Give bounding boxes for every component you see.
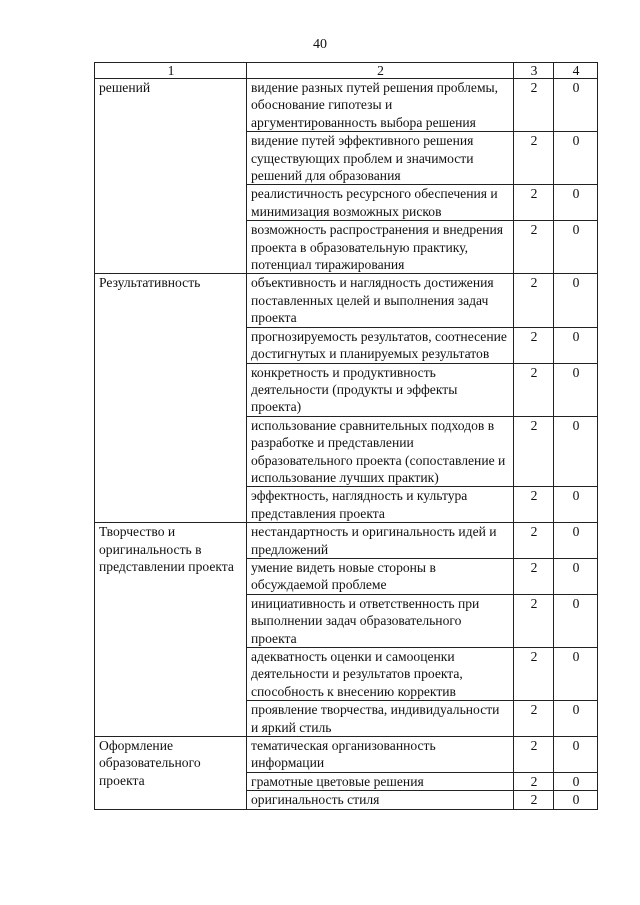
min-score-cell: 0: [554, 558, 598, 594]
column-header-criterion: 1: [95, 63, 247, 79]
column-header-min-score: 4: [554, 63, 598, 79]
max-score-cell: 2: [514, 648, 554, 701]
max-score-cell: 2: [514, 737, 554, 773]
max-score-cell: 2: [514, 701, 554, 737]
table-row: [95, 274, 598, 327]
indicator-cell: инициативность и ответственность при выполнении задач образовательного проекта: [247, 594, 514, 647]
min-score-cell: 0: [554, 648, 598, 701]
min-score-cell: 0: [554, 737, 598, 773]
indicator-cell: объективность и наглядность достижения поставленных целей и выполнения задач проекта: [247, 274, 514, 327]
min-score-cell: 0: [554, 701, 598, 737]
criterion-cell: Творчество и оригинальность в представлении проекта: [95, 523, 247, 737]
min-score-cell: 0: [554, 523, 598, 559]
min-score-cell: 0: [554, 221, 598, 274]
min-score-cell: 0: [554, 791, 598, 809]
min-score-cell: 0: [554, 416, 598, 487]
indicator-cell: конкретность и продуктивность деятельности (продукты и эффекты проекта): [247, 363, 514, 416]
indicator-cell: грамотные цветовые решения: [247, 772, 514, 790]
min-score-cell: 0: [554, 132, 598, 185]
max-score-cell: 2: [514, 363, 554, 416]
criterion-cell: Результативность: [95, 274, 247, 523]
max-score-cell: 2: [514, 185, 554, 221]
min-score-cell: 0: [554, 185, 598, 221]
max-score-cell: 2: [514, 558, 554, 594]
min-score-cell: 0: [554, 79, 598, 132]
max-score-cell: 2: [514, 487, 554, 523]
indicator-cell: тематическая организованность информации: [247, 737, 514, 773]
table-row: [95, 737, 598, 773]
max-score-cell: 2: [514, 772, 554, 790]
indicator-cell: использование сравнительных подходов в разработке и представлении образовательного проекта (сопоставление и использование лучших практик): [247, 416, 514, 487]
max-score-cell: 2: [514, 274, 554, 327]
indicator-cell: эффектность, наглядность и культура представления проекта: [247, 487, 514, 523]
max-score-cell: 2: [514, 791, 554, 809]
indicator-cell: умение видеть новые стороны в обсуждаемой проблеме: [247, 558, 514, 594]
criterion-cell: Оформление образовательного проекта: [95, 737, 247, 810]
max-score-cell: 2: [514, 416, 554, 487]
min-score-cell: 0: [554, 772, 598, 790]
min-score-cell: 0: [554, 274, 598, 327]
table-row: [95, 523, 598, 559]
indicator-cell: видение разных путей решения проблемы, обоснование гипотезы и аргументированность выбора решения: [247, 79, 514, 132]
header-row: [95, 63, 598, 79]
evaluation-criteria-table: [94, 62, 598, 810]
column-header-indicator: 2: [247, 63, 514, 79]
max-score-cell: 2: [514, 594, 554, 647]
indicator-cell: нестандартность и оригинальность идей и предложений: [247, 523, 514, 559]
max-score-cell: 2: [514, 327, 554, 363]
indicator-cell: проявление творчества, индивидуальности и яркий стиль: [247, 701, 514, 737]
table-body: [95, 79, 598, 810]
max-score-cell: 2: [514, 79, 554, 132]
indicator-cell: адекватность оценки и самооценки деятельности и результатов проекта, способность к внесению корректив: [247, 648, 514, 701]
indicator-cell: прогнозируемость результатов, соотнесение достигнутых и планируемых результатов: [247, 327, 514, 363]
table-row: [95, 79, 598, 132]
indicator-cell: оригинальность стиля: [247, 791, 514, 809]
max-score-cell: 2: [514, 132, 554, 185]
column-header-max-score: 3: [514, 63, 554, 79]
indicator-cell: видение путей эффективного решения существующих проблем и значимости решений для образования: [247, 132, 514, 185]
min-score-cell: 0: [554, 487, 598, 523]
min-score-cell: 0: [554, 327, 598, 363]
page-number: 40: [313, 37, 327, 52]
indicator-cell: возможность распространения и внедрения проекта в образовательную практику, потенциал тиражирования: [247, 221, 514, 274]
min-score-cell: 0: [554, 363, 598, 416]
indicator-cell: реалистичность ресурсного обеспечения и минимизация возможных рисков: [247, 185, 514, 221]
criterion-cell: решений: [95, 79, 247, 274]
max-score-cell: 2: [514, 221, 554, 274]
min-score-cell: 0: [554, 594, 598, 647]
max-score-cell: 2: [514, 523, 554, 559]
